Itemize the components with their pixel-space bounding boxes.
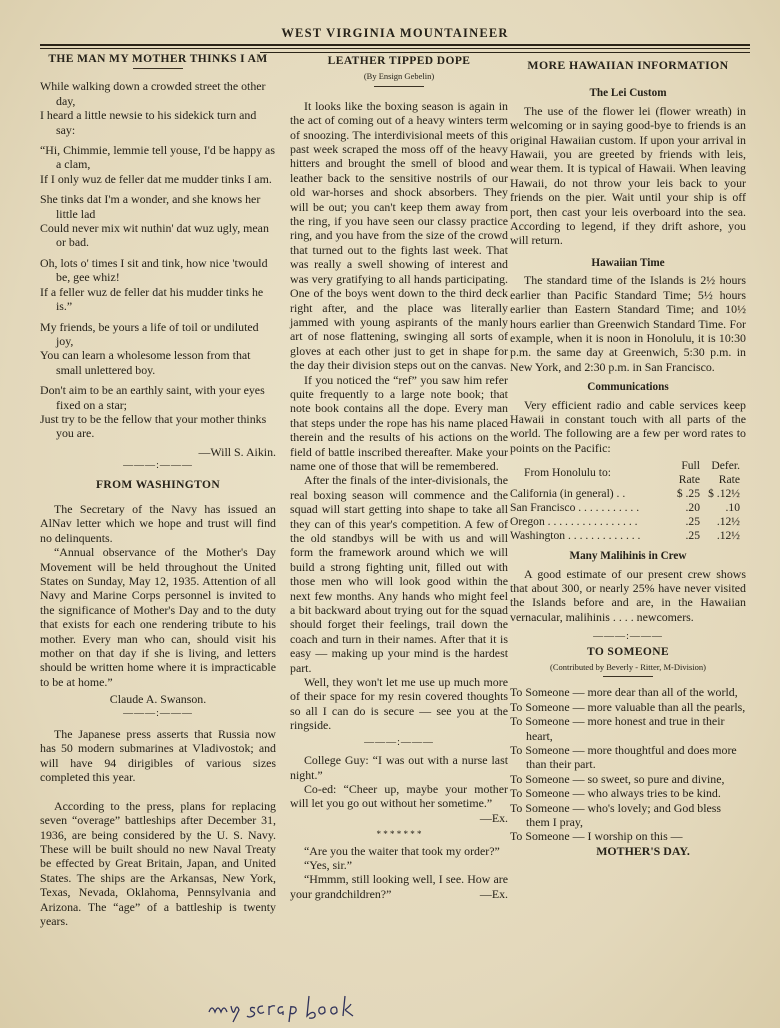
joke-source: —Ex. [479,887,508,902]
section-heading: The Lei Custom [589,87,667,100]
poem-stanza [40,79,276,137]
rates-header-cell: Full Rate [678,459,700,487]
poem-credit: (Contributed by Beverly - Ritter, M-Division) [550,662,706,672]
rates-header [510,459,740,487]
poem-stanza [40,383,276,441]
rates-header-cell: From Honolulu to: [524,466,611,480]
washington-paragraph: The Secretary of the Navy has issued an AlNav letter which we hope and trust will find no delinquents. [40,501,276,545]
poem-line: My friends, be yours a life of toil or undiluted joy, [40,319,259,348]
joke-source: —Ex. [479,810,508,825]
rates-cell: California (in general) . . [510,487,626,501]
article-paragraph: After the finals of the inter-divisionals, the real boxing season will commence and the squad will start getting into shape to take all they can of this year's competition. A few of the old standbys will be with us and will form the framework around which we will build a strong fighting unit, filled out with those men who will look good within the next few months. Any hands who might feel a bit backward about trying out for the squad should forget their feelings, trail down the coach and turn in their names. After that it is easy — making up your mind is the hardest part. [290,473,508,675]
poem-line: “Hi, Chimmie, lemmie tell youse, I'd be happy as a clam, [40,143,275,172]
rates-cell: .25 [685,529,700,543]
rates-cell: .12½ [716,529,740,543]
rates-cell: .10 [725,501,740,515]
masthead-rule [40,44,750,46]
joke-line: “Hmmm, still looking well, I see. How are your grandchildren?” [290,872,508,901]
rates-cell: $ .25 [676,487,700,501]
title-rule [133,68,183,69]
article-paragraph: It looks like the boxing season is again in the act of coming out of a heavy winters term of snoozing. The interdivisional meets of this past week scraped the moss off of the heavy hitters and brought the smell of blood and leather back to the sensitive nostrils of our old war-horses and shock absorbers. They will be out; you can't keep them away from the ring, if you have seen our classy practice ring, and you have from the size of the crowd that turned out to the fights last week. That was really a swell showing of interest and was very gratifying to all hands participating. One of the boys went down to the third deck right after, and the place was literally jammed with young aspirants of the manly art of nose flattening, swinging all sorts of gloves at each other just to get in shape for the day their division steps out on the canvas. [290,98,508,373]
poem-line: Don't aim to be an earthly saint, with your eyes fixed on a star; [40,383,265,412]
poem-stanza [40,143,276,186]
rates-row [510,515,740,529]
separator: ———:——— [123,707,193,719]
column-left [40,52,276,928]
joke-line: Co-ed: “Cheer up, maybe your mother will let you go out without her sometime.” [290,781,508,811]
joke-line: “Are you the waiter that took my order?” [304,843,500,858]
rates-cell: .12½ [716,515,740,529]
poem-line: I heard a little newsie to his sidekick turn and say: [40,108,257,137]
rates-cell: .25 [685,515,700,529]
poem-line: To Someone — so sweet, so pure and divine, [510,771,725,786]
rates-row [510,501,740,515]
rates-cell: .20 [685,501,700,515]
poem-line: To Someone — who always tries to be kind. [510,786,721,801]
title-rule [374,86,424,87]
poem-line: To Someone — who's lovely; and God bless them I pray, [510,800,722,830]
poem-stanza [40,192,276,250]
poem-line: Could never mix wit nuthin' dat wuz ugly, mean or bad. [40,221,269,250]
poem-line: Just try to be the fellow that your mother thinks you are. [40,411,267,441]
poem-line: If a feller wuz de feller dat his mudder tinks he is.” [40,284,264,314]
poem-stanza [40,256,276,314]
poem-author: —Will S. Aikin. [198,444,276,459]
poem-ending: MOTHER'S DAY. [596,843,690,858]
rates-row [510,529,740,543]
communications-paragraph: Very efficient radio and cable services keep Hawaii in constant touch with all parts of the world. The following are a few per word rates to points on the Pacific: [510,397,746,455]
time-paragraph: The standard time of the Islands is 2½ hours earlier than Pacific Standard Time; 5½ hours earlier than Eastern Standard Time; and 10½ hours earlier than Greenwich Standard Time. For example, when it is noon in Honolulu, it is 10:30 p.m. the same day at Greenwich, 5:30 p.m. in New York, and 2:30 p.m. in San Francisco. [510,273,746,374]
article-paragraph: Well, they won't let me use up much more of their space for my resin covered thoughts so all I can do is secure — see you at the ringside. [290,675,508,733]
poem-stanza [40,320,276,378]
column-middle [290,54,508,902]
separator: ———:——— [364,736,434,748]
japan-paragraph: The Japanese press asserts that Russia now has 50 modern submarines at Vladivostok; and will have 94 dirigibles of various sizes completed this year. [40,727,276,785]
washington-title: FROM WASHINGTON [95,478,221,491]
lei-paragraph: The use of the flower lei (flower wreath) in welcoming or in saying good-bye to friends is an original Hawaiian custom. If upon your arrival in Hawaii, you are greeted by friends with leis, wear them. It is typical of Hawaii. When leaving Hawaii, do not throw your leis back to your friends on the pier. Wait until your ship is off port, then cast your leis overboard into the sea. According to legend, if they drift ashore, you will return. [510,103,746,248]
rates-cell: San Francisco . . . . . . . . . . . [510,501,640,515]
article-paragraph: If you noticed the “ref” you saw him refer quite frequently to a large note book; that note book contains all the dope. Every man that steps under the rope has his name placed therein and the results of his actions on the field of battle inscribed thereafter. Make your name one of those that will be remembered. [290,372,508,473]
column-rule [260,52,750,53]
section-heading: Communications [587,381,669,394]
poem-line: You can learn a wholesome lesson from that small unlettered boy. [40,348,251,377]
signature: Claude A. Swanson. [109,692,207,707]
byline: (By Ensign Gebelin) [363,71,435,82]
joke-line: College Guy: “I was out with a nurse last night.” [290,753,508,782]
poem-line: To Someone — more valuable than all the pearls, [510,699,746,714]
column-right [510,58,746,858]
rates-row [510,487,740,501]
washington-quote: “Annual observance of the Mother's Day Movement will be held throughout the United States on Sunday, May 12, 1935. Attention of all Navy and Marine Corps personnel is invited to the significance of Mother's Day and to the duty that exists for each one rendering tribute to his mother. Every man who can, should visit his mother on that day if she is living, and letters should be written home where it is impracticable to be at home.” [40,545,276,689]
poem-title: TO SOMEONE [586,645,670,658]
rates-cell: Oregon . . . . . . . . . . . . . . . . [510,515,638,529]
title-rule [603,676,653,677]
rates-header-cell: Defer. Rate [711,459,740,487]
poem-line: To Someone — more honest and true in their heart, [510,714,725,743]
poem-line: To Someone — more thoughtful and does more than their part. [510,743,737,772]
rates-cell: Washington . . . . . . . . . . . . . [510,529,641,543]
masthead-rule-thin [40,48,750,49]
article-title: LEATHER TIPPED DOPE [327,55,471,67]
section-heading: Hawaiian Time [591,256,665,269]
poem-line: To Someone — I worship on this — [510,829,683,844]
poem-line: To Someone — more dear than all of the world, [510,685,738,700]
poem-body [510,685,746,858]
joke-line: “Yes, sir.” [304,857,353,872]
battleship-paragraph: According to the press, plans for replacing seven “overage” battleships after December 31, 1936, are being considered by the U. S. Navy. These will be built should no new Naval Treaty be effected by Great Britain, Japan, and United States. The ships are the Arkansas, New York, Texas, Nevada, Oklahoma, Pennsylvania and Arizona. The “age” of a battleship is twenty years. [40,798,276,928]
poem-line: She tinks dat I'm a wonder, and she knows her little lad [40,192,261,221]
separator: ———:——— [593,631,663,643]
section-heading: Many Malihinis in Crew [569,550,687,563]
rates-cell: $ .12½ [708,487,740,501]
poem-line: If I only wuz de feller dat me mudder tinks I am. [40,171,272,186]
poem-line: Oh, lots o' times I sit and tink, how nice 'twould be, gee whiz! [40,255,268,285]
poem-line: While walking down a crowded street the other day, [40,79,266,108]
rates-table [510,459,740,543]
separator: ———:——— [123,460,193,472]
malihinis-paragraph: A good estimate of our present crew shows that about 300, or nearly 25% have never visited the Islands before and are, in the Hawaiian vernacular, malihinis . . . . newcomers. [510,566,746,624]
star-divider: * * * * * * * [376,829,422,840]
handwritten-scrapbook-note [205,990,365,1024]
masthead: WEST VIRGINIA MOUNTAINEER [281,26,509,40]
poem-title: THE MAN MY MOTHER THINKS I AM [48,53,268,65]
hawaii-title: MORE HAWAIIAN INFORMATION [527,58,729,72]
